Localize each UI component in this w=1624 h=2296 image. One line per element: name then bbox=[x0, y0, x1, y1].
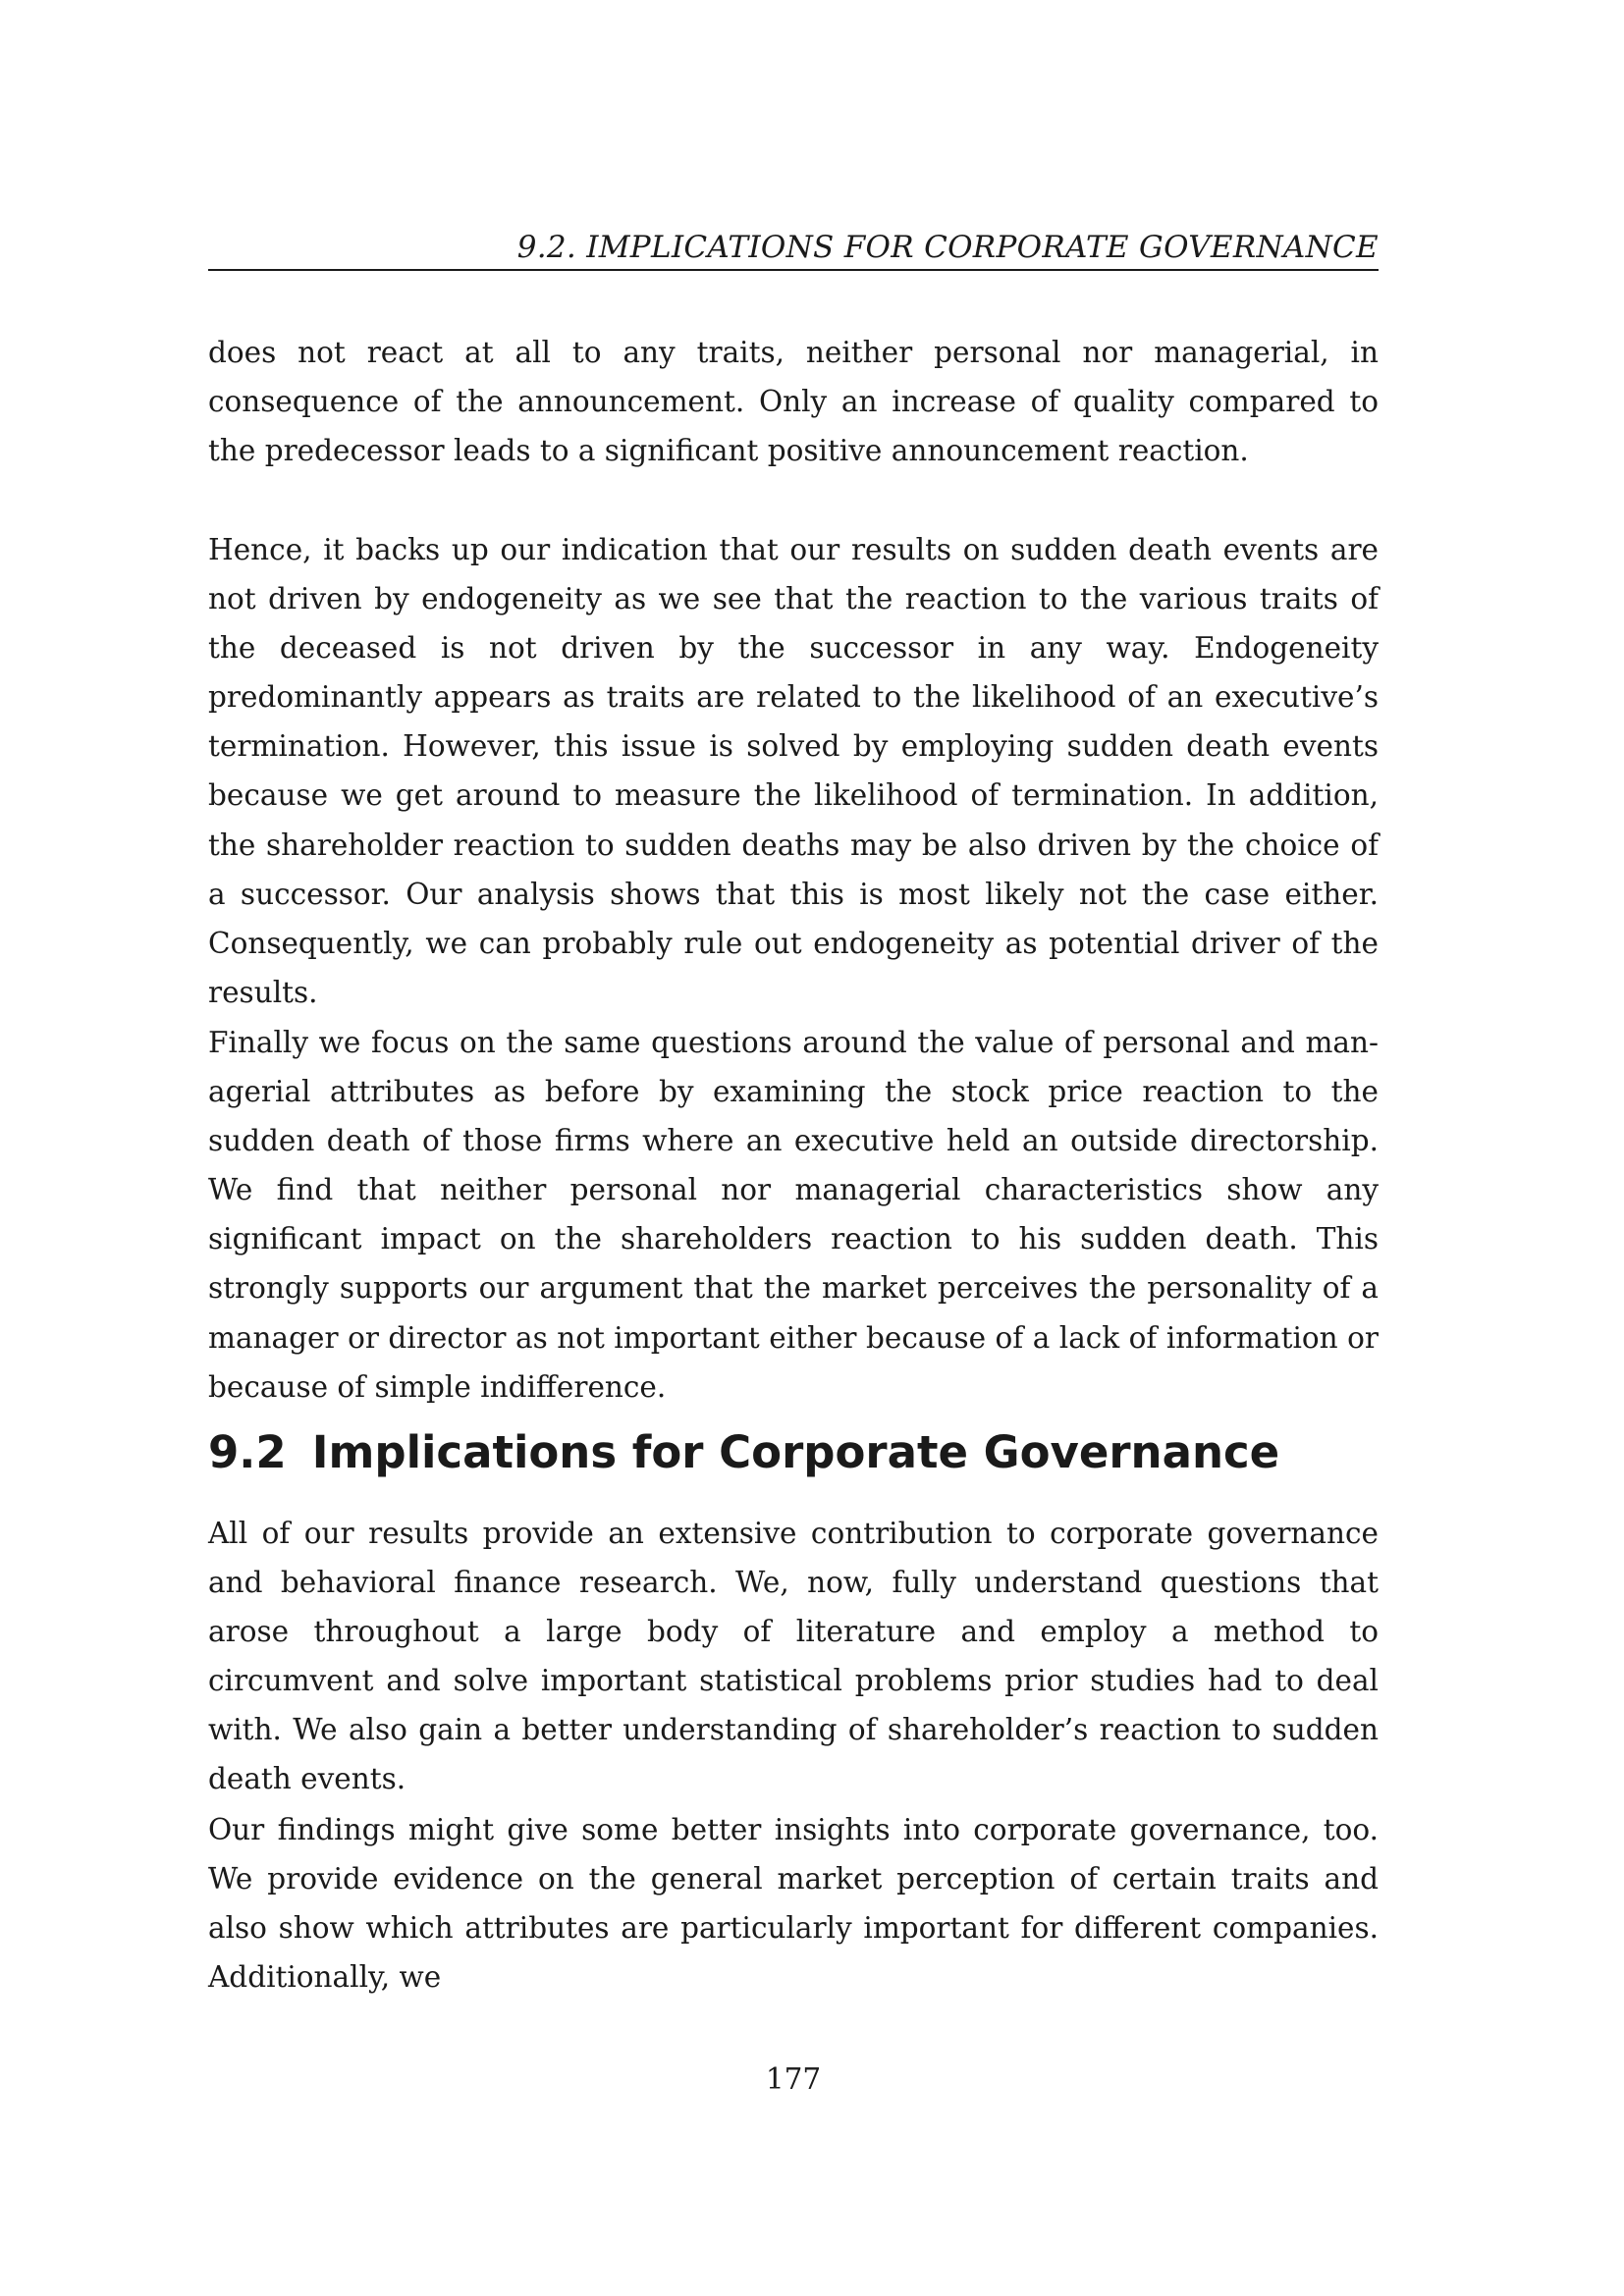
paragraph-1: does not react at all to any traits, neither personal nor managerial, in consequence of the announcement. Only an increase of quality compared to the predecessor leads to a significant positive announcement reaction. bbox=[208, 336, 1379, 468]
section-paragraph-2: Our findings might give some better insights into corporate governance, too. We provide evidence on the general market perception of certain traits and also show which attributes are particularly important for different companies. Additionally, we bbox=[208, 1813, 1379, 1995]
page-number: 177 bbox=[765, 2062, 822, 2096]
running-header-title: 9.2. IMPLICATIONS FOR CORPORATE GOVERNANCE bbox=[516, 230, 1379, 265]
section-number: 9.2 bbox=[208, 1426, 287, 1478]
paragraph-2: Hence, it backs up our indication that our results on sudden death events are not driven by endogeneity as we see that the reaction to the various traits of the deceased is not driven by the successor in any way. Endogeneity predominantly appears as traits are related to the likelihood of an executive’s termination. However, this issue is solved by employing sudden death events because we get around to measure the likelihood of termination. In addition, the shareholder reaction to sudden deaths may be also driven by the choice of a successor. Our analysis shows that this is most likely not the case either. Consequently, we can probably rule out endogeneity as potential driver of the results. bbox=[208, 533, 1379, 1009]
section-title: Implications for Corporate Governance bbox=[311, 1426, 1280, 1478]
section-paragraph-1: All of our results provide an extensive contribution to corporate governance and behavioral finance research. We, now, fully understand questions that arose throughout a large body of literature and employ a method to circumvent and solve important statistical problems prior studies had to deal with. We also gain a better understanding of shareholder’s reaction to sudden death events. bbox=[208, 1517, 1379, 1796]
running-header bbox=[208, 224, 1379, 271]
paragraph-3: Finally we focus on the same questions around the value of personal and managerial attributes as before by examining the stock price reaction to the sudden death of those firms where an executive held an outside directorship. We find that neither personal nor managerial characteristics show any significant impact on the shareholders reaction to his sudden death. This strongly supports our argument that the market perceives the personality of a manager or director as not important either because of a lack of information or because of simple indifference. bbox=[208, 1026, 1379, 1404]
section-heading bbox=[208, 1421, 1379, 1484]
